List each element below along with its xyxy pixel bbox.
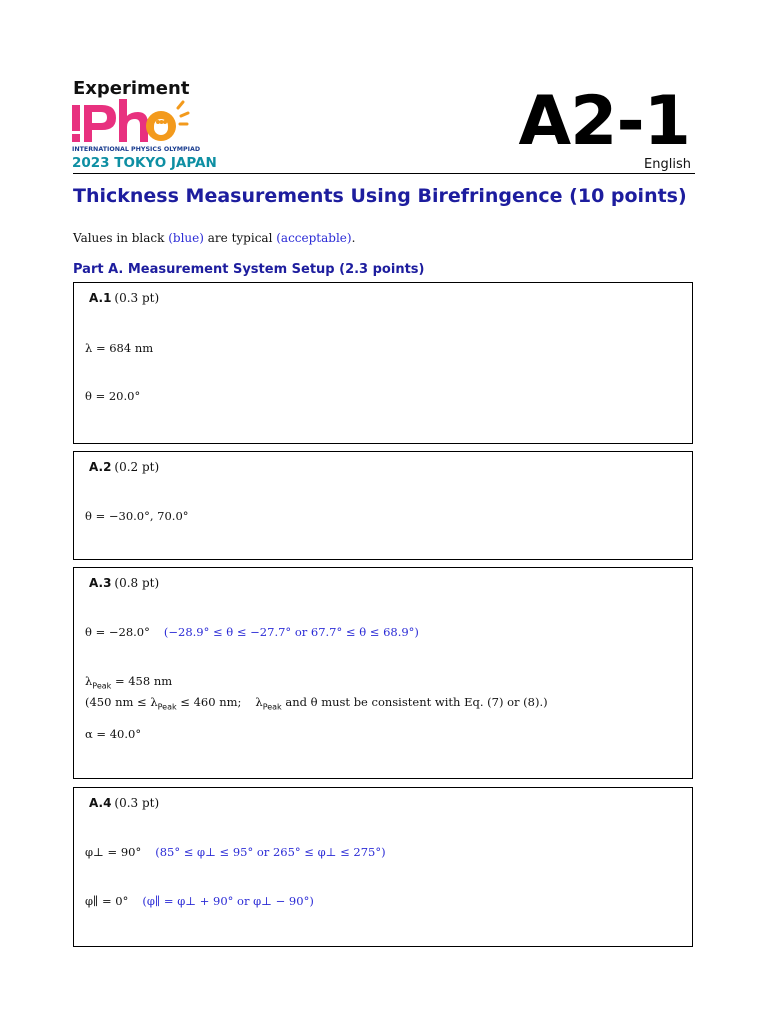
lambda-symbol: λ <box>85 674 93 688</box>
range-text-1: (450 nm ≤ λ <box>85 695 158 709</box>
answer-box-a3 <box>73 567 693 779</box>
answer-box-a1 <box>73 282 693 444</box>
answer-lambda: λ = 684 nm <box>85 341 154 355</box>
part-a-heading: Part A. Measurement System Setup (2.3 points) <box>73 262 425 277</box>
question-points: (0.8 pt) <box>114 576 160 590</box>
logo-subtitle: INTERNATIONAL PHYSICS OLYMPIAD <box>72 146 201 153</box>
answer-box-a4 <box>73 787 693 947</box>
language-label: English <box>644 157 691 172</box>
answer-alpha: α = 40.0° <box>85 727 142 741</box>
note-text-2: are typical <box>203 231 277 245</box>
ipho-logo <box>72 99 232 171</box>
range-text-4: and θ must be consistent with Eq. (7) or (8).) <box>281 695 548 709</box>
answer-phi-par: φ∥ = 0° <box>85 894 129 908</box>
problem-id: A2-1 <box>518 82 690 161</box>
note-text-3: . <box>351 231 356 245</box>
answer-theta: θ = 20.0° <box>85 389 141 403</box>
question-header <box>89 460 159 475</box>
question-points: (0.3 pt) <box>114 796 160 810</box>
acceptable-lambda-range <box>85 695 548 711</box>
answer-box-a2 <box>73 451 693 560</box>
question-id: A.3 <box>89 576 112 590</box>
answer-lambda-peak <box>85 674 172 690</box>
question-id: A.1 <box>89 291 112 305</box>
range-text-2: ≤ 460 nm; <box>176 695 242 709</box>
question-header <box>89 576 159 591</box>
acceptable-phi-par-range: (φ∥ = φ⊥ + 90° or φ⊥ − 90°) <box>142 894 314 908</box>
answer-theta: θ = −28.0° <box>85 625 150 639</box>
logo-event: 2023 TOKYO JAPAN <box>72 155 217 171</box>
peak-subscript: Peak <box>157 702 177 712</box>
answer-theta: θ = −30.0°, 70.0° <box>85 509 189 523</box>
logo-wordmark <box>72 99 188 142</box>
note-text-1: Values in black <box>73 231 169 245</box>
peak-subscript: Peak <box>92 681 112 691</box>
experiment-label: Experiment <box>73 78 190 99</box>
page-title: Thickness Measurements Using Birefringence (10 points) <box>73 185 687 207</box>
question-points: (0.2 pt) <box>114 460 160 474</box>
peak-subscript: Peak <box>262 702 282 712</box>
note-acceptable: (acceptable) <box>276 231 352 245</box>
note-blue: (blue) <box>168 231 204 245</box>
lambda-peak-value: = 458 nm <box>111 674 173 688</box>
answer-phi-perp: φ⊥ = 90° <box>85 845 142 859</box>
question-points: (0.3 pt) <box>114 291 160 305</box>
question-header <box>89 291 159 306</box>
answer-phi-par-row <box>85 894 314 908</box>
question-id: A.4 <box>89 796 112 810</box>
acceptable-theta-range: (−28.9° ≤ θ ≤ −27.7° or 67.7° ≤ θ ≤ 68.9°) <box>163 625 419 639</box>
question-id: A.2 <box>89 460 112 474</box>
answer-phi-perp-row <box>85 845 386 859</box>
acceptable-phi-perp-range: (85° ≤ φ⊥ ≤ 95° or 265° ≤ φ⊥ ≤ 275°) <box>155 845 386 859</box>
range-text-3: λ <box>255 695 263 709</box>
legend-note <box>73 231 355 245</box>
answer-theta-row <box>85 625 419 639</box>
question-header <box>89 796 159 811</box>
header-divider <box>73 173 695 174</box>
